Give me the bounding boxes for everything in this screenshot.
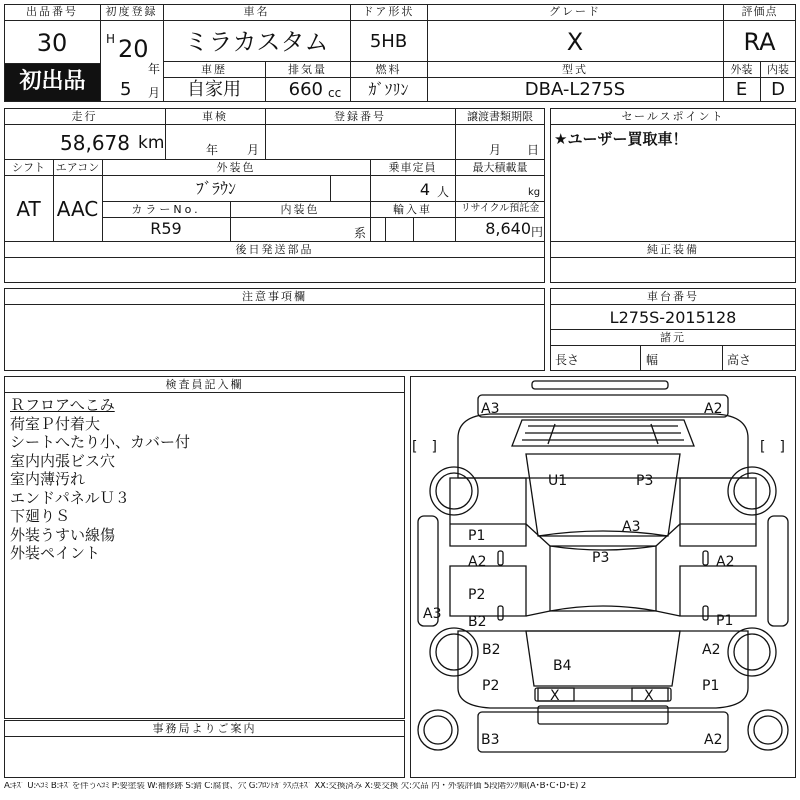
grade: X: [566, 28, 584, 56]
inspector-note-line: Ｒフロアへこみ: [10, 396, 115, 414]
car-name-label: 車名: [243, 5, 270, 18]
mark-5: P1: [468, 528, 486, 544]
month-unit: 月: [148, 86, 161, 100]
capacity: 4: [419, 180, 430, 199]
fuel-label: 燃料: [375, 63, 402, 76]
inspector-note-line: 室内内張ビス穴: [10, 451, 116, 470]
import-label: 輸入車: [393, 203, 432, 216]
transfer-month-unit: 月: [489, 143, 502, 157]
mark-6: A2: [468, 554, 487, 570]
mark-20: X: [550, 688, 560, 704]
mileage-label: 走行: [71, 110, 98, 123]
inspector-note-line: 外装ペイント: [10, 544, 101, 562]
mark-0: A3: [481, 401, 500, 417]
inspector-note-line: 荷室Ｐ付着大: [10, 414, 101, 433]
interior-color-label: 内装色: [280, 203, 320, 216]
score: RA: [743, 28, 776, 56]
car-name: ミラカスタム: [184, 28, 329, 56]
interior-color-unit: 系: [354, 226, 367, 240]
recycle-label: リサイクル預託金: [460, 203, 540, 214]
mark-9: P2: [468, 587, 486, 603]
mark-19: A2: [704, 732, 723, 748]
aircon: AAC: [56, 197, 99, 221]
door-label: ドア形状: [362, 5, 415, 18]
genuine-equipment-label: 純正装備: [647, 243, 699, 256]
model-label: 型式: [562, 63, 588, 76]
mark-8: A2: [716, 554, 735, 570]
mileage: 58,678: [60, 131, 130, 155]
era: H: [106, 32, 116, 46]
interior-label: 内装: [767, 63, 789, 76]
inspection-year-unit: 年: [206, 143, 219, 157]
shift-label: シフト: [12, 161, 45, 174]
inspector-note-line: 下廻りＳ: [10, 507, 71, 525]
capacity-unit: 人: [437, 185, 450, 199]
displacement-label: 排気量: [288, 63, 327, 76]
capacity-label: 乗車定員: [388, 161, 437, 174]
history-label: 車歴: [201, 63, 227, 76]
car-damage-diagram: [410, 376, 796, 778]
notes-label: 注意事項欄: [242, 290, 307, 303]
office-label: 事務局よりご案内: [152, 722, 257, 735]
grade-label: グレード: [549, 5, 601, 18]
inspector-note-line: 外装うすい線傷: [10, 525, 116, 544]
recycle-fee: 8,640: [485, 219, 531, 238]
specs-label: 諸元: [660, 331, 686, 344]
later-parts-label: 後日発送部品: [235, 243, 314, 256]
door-type: 5HB: [369, 31, 408, 52]
mark-2: U1: [548, 473, 568, 489]
displacement-unit: cc: [328, 86, 342, 100]
length-label: 長さ: [555, 353, 580, 367]
exterior-color-label: 外装色: [216, 161, 256, 174]
mark-10: B2: [468, 614, 487, 630]
transfer-day-unit: 日: [527, 143, 540, 157]
legend: A:ｷｽﾞ U:ﾍｺﾐ B:ｷｽﾞを伴うﾍｺﾐ P:要塗装 W:補修跡 S:錆 C:腐食、穴 G:ﾌﾛﾝﾄｶﾞﾗｽ点ｷｽﾞ XX:交換済み X:要交換 欠:欠品 内・外装評価 5段階ﾗﾝｸ順(A･B･C･D･E) 2: [4, 782, 586, 791]
model-code: DBA-L275S: [524, 79, 626, 100]
lot-number: 30: [36, 29, 68, 57]
mileage-unit: km: [138, 133, 165, 153]
aircon-label: エアコン: [55, 161, 100, 174]
mark-11: A3: [423, 606, 442, 622]
inspection-label: 車検: [202, 110, 228, 123]
mark-17: P1: [702, 678, 720, 694]
mark-12: P1: [716, 613, 734, 629]
mark-16: P2: [482, 678, 500, 694]
first-listing-badge-text: 初出品: [19, 69, 86, 94]
sales-point-label: セールスポイント: [621, 110, 725, 123]
inspector-note-line: シートへたり小、カバー付: [10, 433, 191, 451]
interior-score: D: [771, 79, 785, 100]
mark-4: A3: [622, 519, 641, 535]
sales-point-text: ★ユーザー買取車！: [554, 130, 688, 148]
inspector-label: 検査員記入欄: [165, 378, 244, 391]
inspector-notes: [10, 396, 400, 563]
max-load-unit: kg: [528, 187, 541, 198]
registration-no-label: 登録番号: [334, 110, 386, 123]
mark-18: B3: [481, 732, 500, 748]
max-load-label: 最大積載量: [472, 161, 528, 174]
first-reg-label: 初度登録: [105, 5, 158, 18]
mark-14: A2: [702, 642, 721, 658]
year-unit: 年: [148, 62, 161, 76]
inspector-note-line: エンドパネルＵ３: [10, 488, 130, 507]
mark-7: P3: [592, 550, 610, 566]
mark-3: P3: [636, 473, 654, 489]
first-reg-year: 20: [118, 35, 149, 63]
inspector-note-line: 室内薄汚れ: [10, 470, 86, 488]
first-reg-month: 5: [120, 79, 132, 100]
mark-21: X: [644, 688, 654, 704]
exterior-color: ﾌﾞﾗｳﾝ: [195, 179, 236, 198]
shift: AT: [16, 197, 41, 221]
lot-label: 出品番号: [26, 5, 78, 18]
exterior-label: 外装: [730, 63, 753, 76]
left-bracket: [ ]: [412, 439, 437, 455]
score-label: 評価点: [741, 5, 778, 18]
right-bracket: [ ]: [760, 439, 785, 455]
color-no: R59: [150, 219, 182, 238]
mark-1: A2: [704, 401, 723, 417]
displacement: 660: [288, 79, 323, 100]
recycle-unit: 円: [531, 225, 544, 239]
transfer-deadline-label: 譲渡書類期限: [467, 110, 533, 123]
chassis-label: 車台番号: [647, 290, 699, 303]
width-label: 幅: [646, 353, 659, 367]
color-no-label: カラーNo.: [131, 203, 201, 216]
exterior-score: E: [735, 79, 748, 100]
mark-15: B4: [553, 658, 572, 674]
mark-13: B2: [482, 642, 501, 658]
height-label: 高さ: [727, 353, 752, 367]
chassis-number: L275S-2015128: [609, 308, 737, 327]
inspection-month-unit: 月: [247, 143, 260, 157]
history: 自家用: [187, 79, 241, 100]
fuel: ｶﾞｿﾘﾝ: [368, 80, 409, 99]
